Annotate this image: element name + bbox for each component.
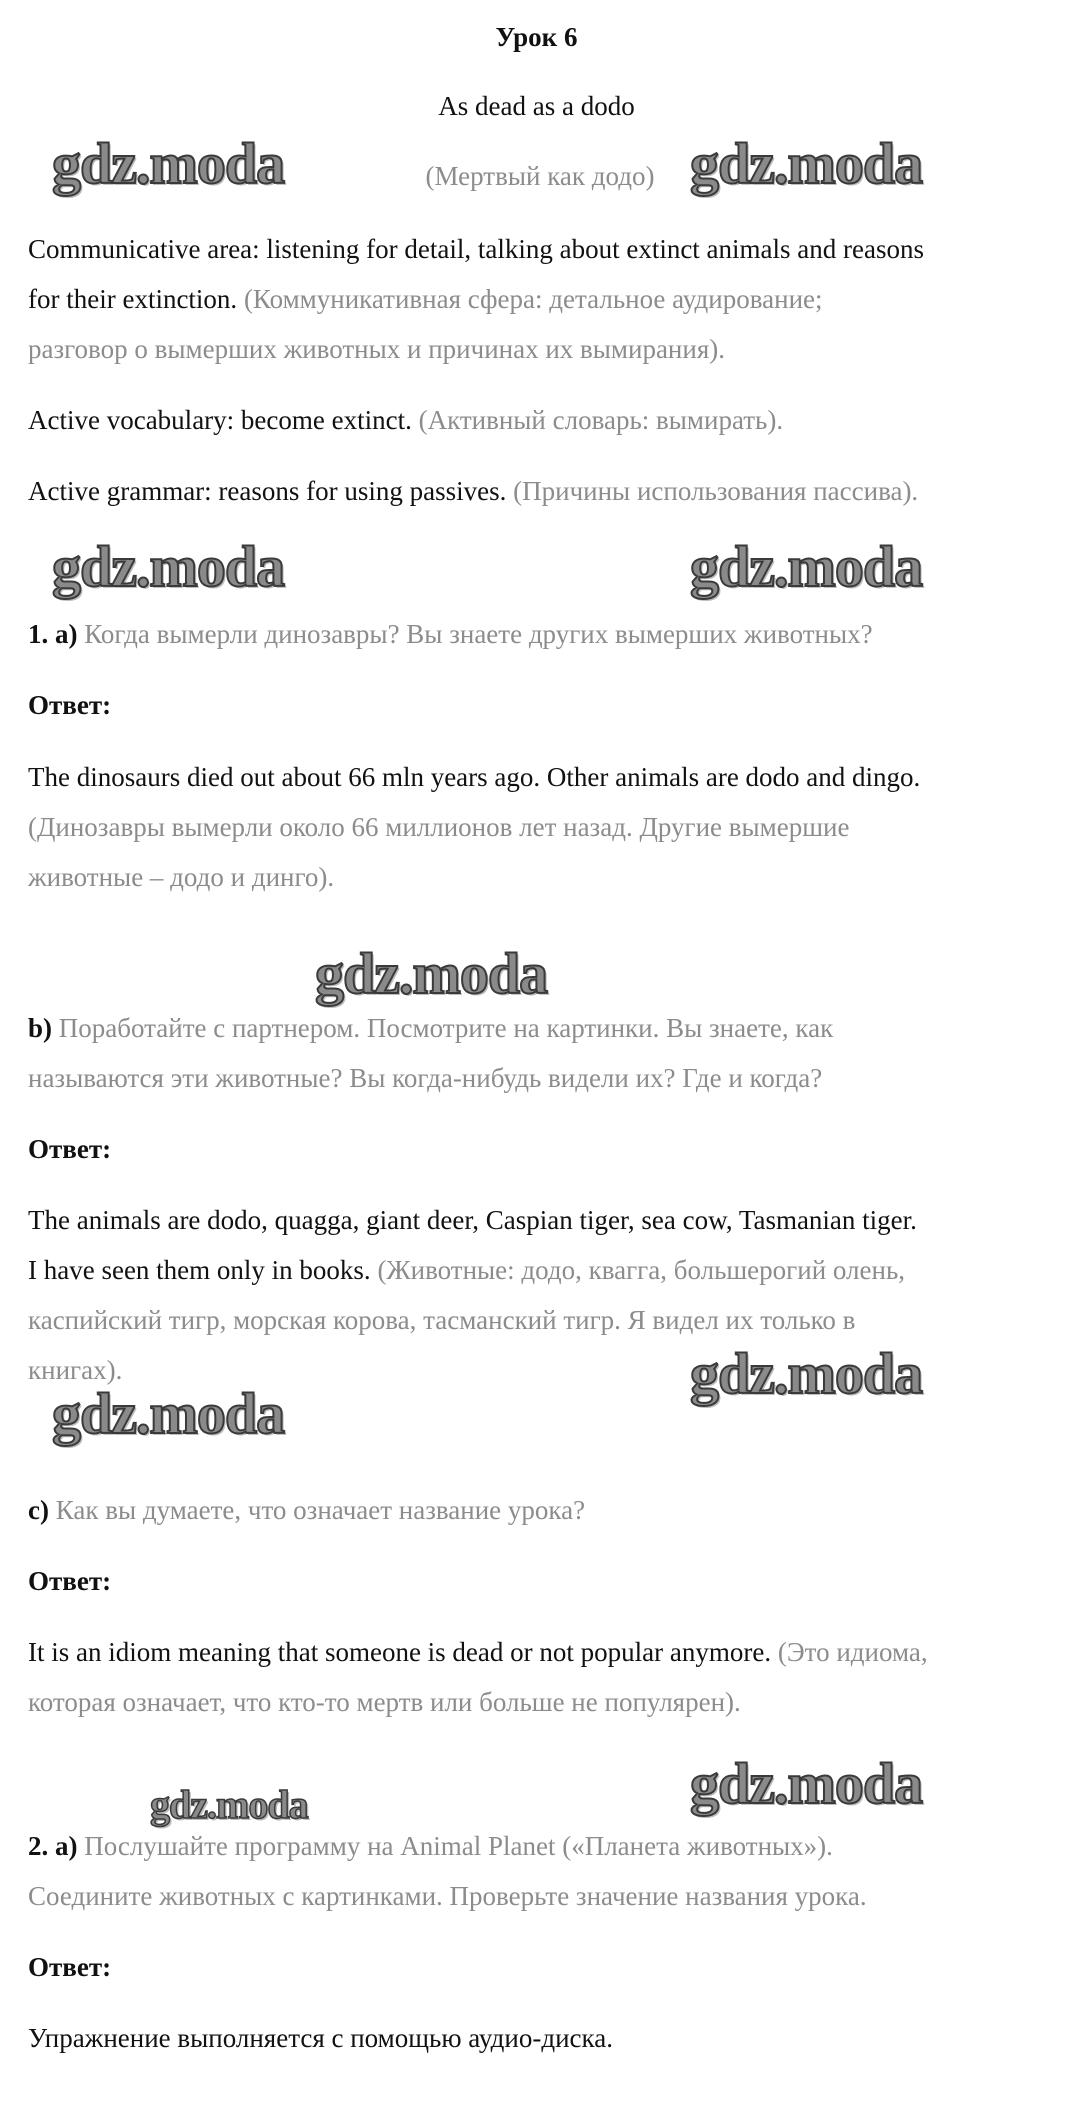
ex1c-question (28, 1485, 585, 1535)
watermark: gdz.moda (690, 534, 923, 599)
ex1a-label: 1. a) (28, 619, 78, 649)
ex1b-label: b) (28, 1013, 53, 1043)
ex1a-question-text: Когда вымерли динозавры? Вы знаете других вымерших животных? (84, 619, 873, 649)
watermark: gdz.moda (52, 534, 285, 599)
grammar-en: Active grammar: reasons for using passives. (28, 476, 507, 506)
lesson-title: Урок 6 (495, 22, 578, 52)
ex1a-answer-en: The dinosaurs died out about 66 mln years ago. Other animals are dodo and dingo. (28, 762, 921, 792)
communicative-line-2-ru: (Коммуникативная сфера: детальное аудирование; (243, 284, 823, 314)
ex1c-label: c) (28, 1495, 49, 1525)
answer-label: Ответ: (28, 690, 112, 720)
ex1b-question-1 (28, 1003, 833, 1053)
active-vocabulary (28, 395, 783, 445)
ex1b-question-2: называются эти животные? Вы когда-нибудь видели их? Где и когда? (28, 1063, 823, 1093)
communicative-line-3: разговор о вымерших животных и причинах их вымирания). (28, 334, 725, 364)
ex1b-answer-2-en: I have seen them only in books. (28, 1255, 371, 1285)
ex1c-answer-en: It is an idiom meaning that someone is dead or not popular anymore. (28, 1637, 772, 1667)
communicative-line-1: Communicative area: listening for detail, talking about extinct animals and reasons (28, 234, 924, 264)
lesson-subtitle-ru: (Мертвый как додо) (425, 161, 655, 191)
ex1a-answer-ru-2: животные – додо и динго). (28, 862, 335, 892)
ex2a-answer: Упражнение выполняется с помощью аудио-диска. (28, 2023, 613, 2053)
watermark: gdz.moda (690, 131, 923, 196)
watermark: gdz.moda (315, 941, 548, 1006)
ex1a-answer-ru-1: (Динозавры вымерли около 66 миллионов лет назад. Другие вымершие (28, 812, 850, 842)
ex1b-answer-3: каспийский тигр, морская корова, тасманский тигр. Я видел их только в (28, 1305, 856, 1335)
watermark: gdz.moda (52, 1381, 285, 1446)
ex2a-question-text-1: Послушайте программу на Animal Planet («Планета животных»). (84, 1831, 833, 1861)
watermark: gdz.moda (52, 131, 285, 196)
lesson-subtitle-en: As dead as a dodo (438, 91, 635, 121)
grammar-ru: (Причины использования пассива). (513, 476, 919, 506)
answer-label: Ответ: (28, 1134, 112, 1164)
ex1b-question-text-1: Поработайте с партнером. Посмотрите на картинки. Вы знаете, как (58, 1013, 834, 1043)
answer-label: Ответ: (28, 1566, 112, 1596)
active-grammar (28, 466, 918, 516)
ex1c-answer-1 (28, 1627, 928, 1677)
answer-label: Ответ: (28, 1952, 112, 1982)
communicative-line-2 (28, 274, 823, 324)
ex2a-label: 2. a) (28, 1831, 78, 1861)
ex1b-answer-2 (28, 1245, 905, 1295)
ex2a-question-2: Соедините животных с картинками. Проверьте значение названия урока. (28, 1881, 867, 1911)
ex1b-answer-2-ru: (Животные: додо, квагга, большерогий олень, (377, 1255, 906, 1285)
watermark: gdz.moda (690, 1341, 923, 1406)
ex2a-question-1 (28, 1821, 833, 1871)
ex1a-question (28, 609, 873, 659)
ex1c-answer-ru-1: (Это идиома, (777, 1637, 928, 1667)
ex1c-answer-ru-2: которая означает, что кто-то мертв или больше не популярен). (28, 1687, 741, 1717)
vocab-ru: (Активный словарь: вымирать). (418, 405, 784, 435)
ex1b-answer-4: книгах). (28, 1355, 123, 1385)
ex1c-question-text: Как вы думаете, что означает название урока? (55, 1495, 586, 1525)
ex1b-answer-1: The animals are dodo, quagga, giant deer, Caspian tiger, sea cow, Tasmanian tiger. (28, 1205, 917, 1235)
vocab-en: Active vocabulary: become extinct. (28, 405, 412, 435)
watermark: gdz.moda (150, 1782, 308, 1827)
watermark: gdz.moda (690, 1751, 923, 1816)
communicative-line-2-en: for their extinction. (28, 284, 238, 314)
